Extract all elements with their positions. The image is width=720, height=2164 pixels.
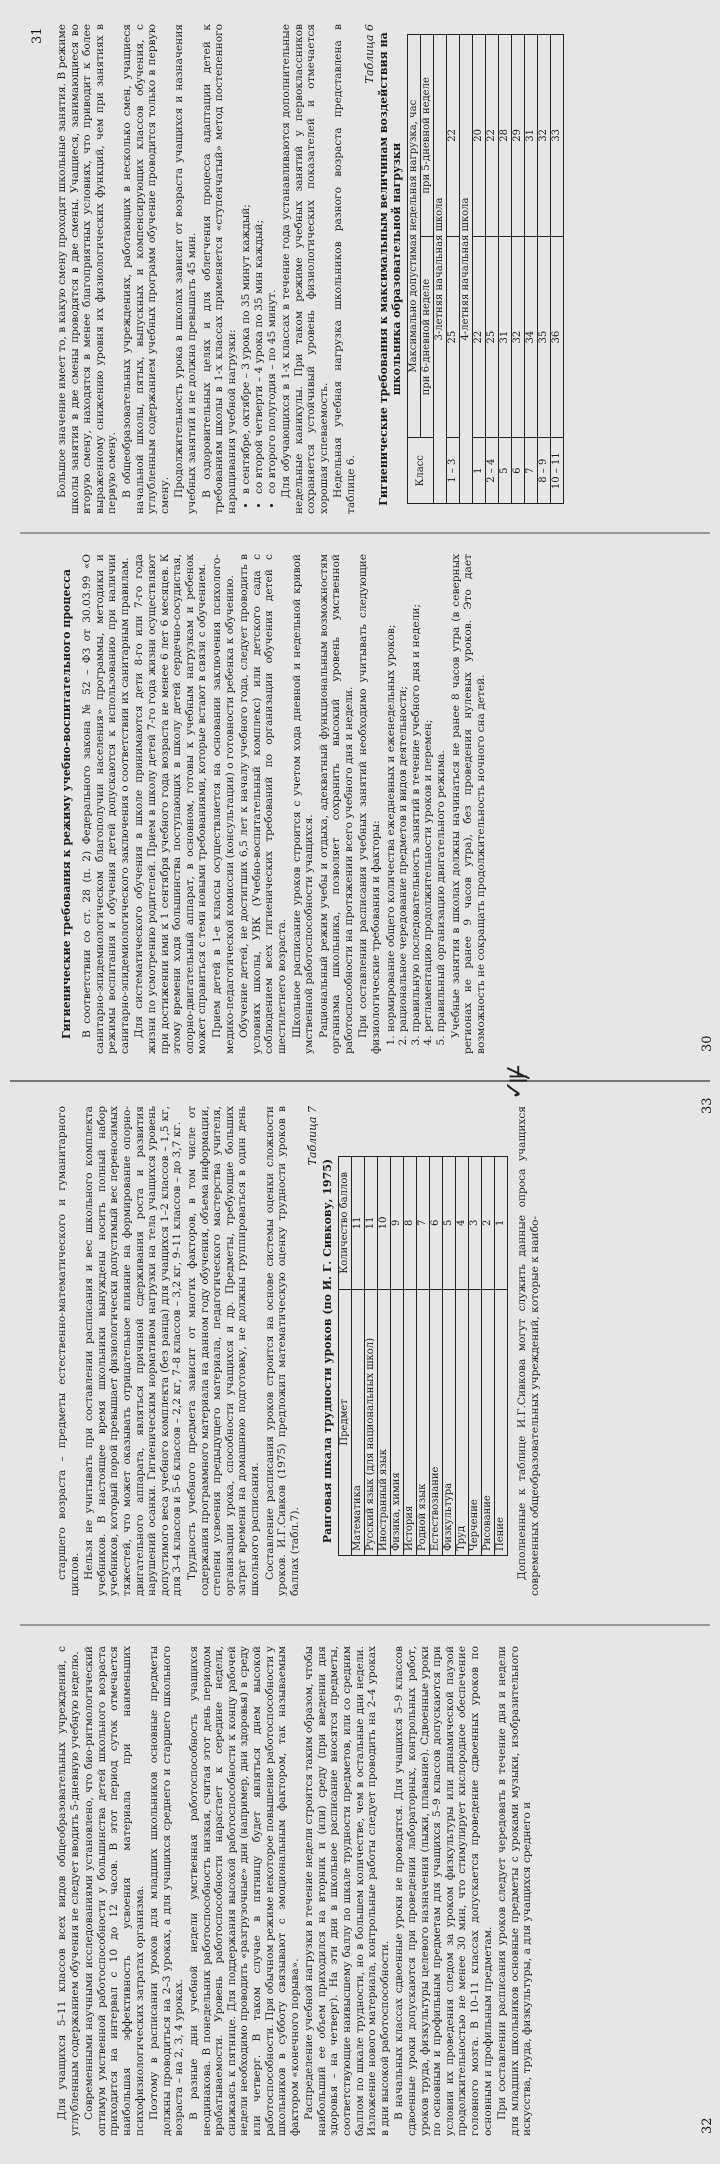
list-item: 4. регламентацию продолжительности уроков и перемен; bbox=[422, 554, 435, 1032]
paragraph: Составление расписания уроков строится на основе системы оценки сложности уроков. И.Г.Сивков (1975) предложил математическую оценку трудности уроков в баллах (табл.7). bbox=[263, 1106, 301, 1596]
table-cell: Физкультура bbox=[443, 1289, 456, 1555]
table-header: при 5-дневной неделе bbox=[421, 35, 434, 237]
table-cell: 32 bbox=[538, 35, 551, 237]
table-cell: 11 bbox=[365, 1157, 378, 1290]
table-cell: 31 bbox=[499, 236, 512, 438]
requirements-list bbox=[385, 554, 448, 1054]
table-row bbox=[456, 1157, 469, 1556]
table-row bbox=[443, 1157, 456, 1556]
list-item: 5. правильный организацию двигательного режима. bbox=[435, 554, 448, 1032]
table-row bbox=[486, 35, 499, 504]
table-cell: История bbox=[404, 1289, 417, 1555]
table-row bbox=[525, 35, 538, 504]
table-cell: 4 bbox=[456, 1157, 469, 1290]
table-cell: 1 bbox=[495, 1157, 508, 1290]
table-section-row bbox=[434, 35, 447, 504]
table-row bbox=[473, 35, 486, 504]
table-cell: Естествознание bbox=[430, 1289, 443, 1555]
table-cell: 7 bbox=[417, 1157, 430, 1290]
table-cell: 1 bbox=[473, 438, 486, 504]
paragraph: Нельзя не учитывать при составлении расписания и вес школьного комплекта учебников. В настоящее время школьники вынуждены носить полный набор учебников, который порой превышает физиологически допустимый вес переносимых тяжестей, что может оказывать отрицательное влияние на формирование опорно-двигательного аппарата, являться причиной сдерживания роста и развития нарушений осанки. Гигиеническим нормативом нагрузки на тела учащихся уровень допустимого веса учебного комплекта (без ранца) для учащихся 1–2 классов – 1,5 кг, для 3–4 классов и 5–6 классов – 2,2 кг, 7–8 классов – 3,2 кг, 9–11 классов – до 3,7 кг. bbox=[83, 1106, 184, 1596]
table-row bbox=[352, 1157, 365, 1556]
table-cell: 36 bbox=[551, 236, 564, 438]
table-cell: 8 bbox=[404, 1157, 417, 1290]
table-cell: 22 bbox=[486, 35, 499, 237]
table-cell: 2 bbox=[482, 1157, 495, 1290]
table-cell: Физика, химия bbox=[391, 1289, 404, 1555]
table-cell: 25 bbox=[486, 236, 499, 438]
paragraph: Для обучающихся в 1-х классах в течение года устанавливаются дополнительные недельные каникулы. При таком режиме учебных занятий у первоклассников сохраняется устойчивый уровень физиологических показателей и отмечается хорошая успеваемость. bbox=[280, 24, 330, 514]
table-row bbox=[469, 1157, 482, 1556]
page-31 bbox=[56, 24, 696, 514]
paragraph: Учебные занятия в школах должны начинаться не ранее 8 часов утра (в северных регионах не ранее 9 часов утра), без проведения нулевых уроков. Это дает возможность не сокращать продолжительность ночного сна детей. bbox=[449, 554, 487, 1054]
table-cell: 6 bbox=[430, 1157, 443, 1290]
book-gutter-1 bbox=[20, 1624, 710, 1626]
paragraph: Рациональный режим учебы и отдыха, адекватный функциональным возможностям организма школьника, позволяет сохранить высокий уровень умственной работоспособности на протяжении всего учебного дня и недели. bbox=[317, 554, 355, 1054]
paragraph: старшего возраста – предметы естественно-математического и гуманитарного циклов. bbox=[56, 1106, 81, 1596]
table-cell: 8 – 9 bbox=[538, 438, 551, 504]
table-header: Количество баллов bbox=[339, 1157, 352, 1290]
table-label: Таблица 6 bbox=[362, 24, 376, 84]
table-title: Ранговая шкала трудности уроков (по И. Г. Сивкову, 1975) bbox=[320, 1158, 334, 1544]
list-item: • со второго полугодия – по 45 минут. bbox=[266, 24, 279, 494]
list-item: 2. рациональное чередование предметов и видов деятельности; bbox=[397, 554, 410, 1032]
table-cell: 29 bbox=[512, 35, 525, 237]
table-cell: 25 bbox=[447, 236, 460, 438]
table-cell: 20 bbox=[473, 35, 486, 237]
paragraph: Недельная учебная нагрузка школьников разного возраста представлена в таблице 6. bbox=[332, 24, 358, 514]
table-cell: 22 bbox=[447, 35, 460, 237]
paragraph: Школьное расписание уроков строится с учетом хода дневной и недельной кривой умственной работоспособности учащихся. bbox=[290, 554, 316, 1054]
page-number: 32 bbox=[700, 2117, 715, 2134]
paragraph: Большое значение имеет то, в какую смену проходят школьные занятия. В режиме школы занятия в две смены проводятся в две смены. Учащиеся, занимающиеся во вторую смену, находятся в менее благоприятных условиях, что приводит к более выраженному снижению уровня их физиологических функций, чем при занятиях в первую смену. bbox=[56, 24, 119, 514]
paragraph: В оздоровительных целях и для облегчения процесса адаптации детей к требованиям школы в 1-х классах применяется «ступенчатый» метод постепенного наращивания учебной нагрузки: bbox=[200, 24, 238, 514]
table-cell: Пение bbox=[495, 1289, 508, 1555]
table-row bbox=[378, 1157, 391, 1556]
paragraph: Обучение детей, не достигших 6,5 лет к началу учебного года, следует проводить в условиях школы, УВК (Учебно-воспитательный комплекс) или детского сада с соблюдением всех гигиенических требований по организации обучения детей с шестилетнего возраста. bbox=[238, 554, 288, 1054]
table-section-row bbox=[460, 35, 473, 504]
page-32 bbox=[56, 1646, 696, 2136]
table-row bbox=[495, 1157, 508, 1556]
paragraph: Прием детей в 1-е классы осуществляется на основании заключения психолого-медико-педагогической комиссии (консультации) о готовности ребенка к обучению. bbox=[210, 554, 236, 1054]
table-row bbox=[538, 35, 551, 504]
table-cell: Иностранный язык bbox=[378, 1289, 391, 1555]
table-cell: Черчение bbox=[469, 1289, 482, 1555]
table-row bbox=[430, 1157, 443, 1556]
paragraph: Дополненные к таблице И.Г.Сивкова могут служить данные опроса учащихся современных общеобразовательных учреждений, которые к наибо- bbox=[516, 1106, 542, 1596]
page-number: 31 bbox=[30, 27, 45, 44]
page-number: 30 bbox=[700, 1035, 715, 1052]
table-cell: 7 bbox=[525, 438, 538, 504]
paragraph: В начальных классах сдвоенные уроки не проводятся. Для учащихся 5–9 классов сдвоенные уроки допускаются при проведении лабораторных, контрольных работ, уроков труда, физкультуры целевого назначения (лыжи, плавание). Сдвоенные уроки по основным и профильным предметам для учащихся 5–9 классов допускаются при условии их проведения следом за уроком физкультуры или динамической паузой продолжительностью не менее 30 мин, что стимулирует кислородное обеспечение головного мозга. В 10–11 классах допускается проведение сдвоенных уроков по основным и профильным предметам. bbox=[393, 1646, 494, 2136]
table-cell: 2 – 4 bbox=[486, 438, 499, 504]
table-cell: 9 bbox=[391, 1157, 404, 1290]
table-row bbox=[499, 35, 512, 504]
page-30 bbox=[56, 554, 696, 1054]
table-cell: 3-летняя начальная школа bbox=[434, 35, 447, 504]
table-header: Предмет bbox=[339, 1289, 352, 1555]
table-row bbox=[512, 35, 525, 504]
table-row bbox=[482, 1157, 495, 1556]
paragraph: Трудность учебного предмета зависит от многих факторов, в том числе от содержания программного материала на данном году обучения, объема информации, степени усвоения предыдущего материала, педагогического мастерства учителя, организации урока, способности учащихся и др. Предметы, требующие больших затрат времени на домашнюю подготовку, не должны группироваться в один день школьного расписания. bbox=[185, 1106, 261, 1596]
handwritten-mark-icon: ✓ bbox=[500, 1079, 528, 1100]
load-table bbox=[407, 34, 564, 504]
handwritten-mark-icon: ⊮ bbox=[505, 1063, 533, 1084]
table-row bbox=[447, 35, 460, 504]
paragraph: При составлении расписания уроков следует чередовать в течение дня и недели для младших школьников основные предметы с уроками музыки, изобразительного искусства, труда, физкультуры, а для учащихся среднего и bbox=[496, 1646, 534, 2136]
page-number: 33 bbox=[700, 1097, 715, 1114]
table-header: Класс bbox=[408, 438, 434, 504]
table-cell: 33 bbox=[551, 35, 564, 237]
table-cell: Труд bbox=[456, 1289, 469, 1555]
table-cell: Родной язык bbox=[417, 1289, 430, 1555]
table-row bbox=[391, 1157, 404, 1556]
table-row bbox=[417, 1157, 430, 1556]
table-cell: 32 bbox=[512, 236, 525, 438]
table-cell: 4-летняя начальная школа bbox=[460, 35, 473, 504]
table-header: при 6-дневной неделе bbox=[421, 236, 434, 438]
spread-divider bbox=[10, 1080, 710, 1082]
table-cell: 11 bbox=[352, 1157, 365, 1290]
paragraph: При составлении расписания учебных занятий необходимо учитывать следующие физиологические требования и факторы: bbox=[357, 554, 383, 1054]
paragraph: Продолжительность урока в школах зависит от возраста учащихся и назначения учебных занятий и не должна превышать 45 мин. bbox=[173, 24, 198, 514]
paragraph: Для учащихся 5–11 классов всех видов общеобразовательных учреждений, с углубленным содержанием обучения не следует вводить 5-дневную учебную неделю. bbox=[56, 1646, 81, 2136]
table-row bbox=[365, 1157, 378, 1556]
table-row bbox=[551, 35, 564, 504]
difficulty-table bbox=[338, 1156, 508, 1556]
book-gutter-2 bbox=[20, 532, 710, 534]
section-title: Гигиенические требования к режиму учебно-воспитательного процесса bbox=[60, 568, 73, 1040]
paragraph: В разные дни учебной недели умственная работоспособность учащихся неодинакова. В понедельник работоспособность низкая, считая этот день периодом врабатываемости. Уровень работоспособности нарастает к середине недели, снижаясь к пятнице. Для поддержания высокой работоспособности к концу рабочей недели необходимо проводить «разгрузочные» дни (например, дни здоровья) в среду или четверг. В таком случае в пятницу будет являться днем высокой работоспособности. При обычном режиме некоторое повышение работоспособности у школьников в субботу связывают с эмоциональным фактором, так называемым фактором «конечного порыва». bbox=[187, 1646, 301, 2136]
paragraph: Поэтому в расписании уроков для младших школьников основные предметы должны проводиться на 2–3 уроках, а для учащихся среднего и старшего школьного возраста – на 2, 3, 4 уроках. bbox=[148, 1646, 186, 2136]
table-cell: 1 – 3 bbox=[447, 438, 460, 504]
table-cell: 10 bbox=[378, 1157, 391, 1290]
list-item: • со второй четверти – 4 урока по 35 мин каждый; bbox=[253, 24, 266, 494]
table-cell: 35 bbox=[538, 236, 551, 438]
paragraph: В соответствии со ст. 28 (п. 2) Федерального закона № 52 – ФЗ от 30.03.99 «О санитарно-эпидемиологическом благополучии населения» программы, методики и режимы воспитания и обучения детей допускаются к использованию при наличии санитарно-эпидемиологического заключения о соответствии их санитарным правилам. bbox=[81, 554, 131, 1054]
table-cell: 5 bbox=[443, 1157, 456, 1290]
table-row bbox=[404, 1157, 417, 1556]
list-item: 3. правильную последовательность занятий в течение учебного дня и недели; bbox=[410, 554, 423, 1032]
table-cell: Математика bbox=[352, 1289, 365, 1555]
table-cell: 10 – 11 bbox=[551, 438, 564, 504]
page-33 bbox=[56, 1106, 696, 1596]
table-cell: 3 bbox=[469, 1157, 482, 1290]
table-cell: 31 bbox=[525, 35, 538, 237]
table-cell: Русский язык (для национальных школ) bbox=[365, 1289, 378, 1555]
table-header: Максимально допустимая недельная нагрузка, час bbox=[408, 35, 421, 438]
table-cell: Рисование bbox=[482, 1289, 495, 1555]
bullet-list bbox=[240, 24, 278, 514]
table-cell: 22 bbox=[473, 236, 486, 438]
table-cell: 6 bbox=[512, 438, 525, 504]
paragraph: Для систематического обучения в школе принимаются дети 8-го или 7-го года жизни по усмотрению родителей. Прием в школу детей 7-го года жизни осуществляют при достижении ими к 1 сентября учебного года возраста не менее 6 лет 6 месяцев. К этому времени ходя большинства поступающих в школу детей сердечно-сосудистая, опорно-двигательный аппарат, в основном, готовы к учебным нагрузкам и ребенок может справиться с теми новыми требованиями, которые встают в связи с обучением. bbox=[133, 554, 209, 1054]
paragraph: Распределение учебной нагрузки в течение недели строится таким образом, чтобы наибольший ее объем приходился на вторник и (или) среду (при введении дня здоровья – на четверг). На эти дни в школьное расписание вносятся предметы, соответствующие наивысшему баллу по шкале трудности предметов, или со средним баллом по шкале трудности, но в большем количестве, чем в остальные дни недели. Изложение нового материала, контрольные работы следует проводить на 2–4 уроках в дни высокой работоспособности. bbox=[303, 1646, 391, 2136]
table-title: Гигиенические требования к максимальным величинам воздействия на школьника образовательной нагрузки bbox=[377, 32, 403, 506]
list-item: 1. нормирование общего количества ежедневных и еженедельных уроков; bbox=[385, 554, 398, 1032]
table-label: Таблица 7 bbox=[306, 1106, 320, 1166]
paragraph: Современными научными исследованиями установлено, что био-ритмологический оптимум умственной работоспособности у большинства детей школьного возраста приходится на интервал с 10 до 12 часов. В этот период суток отмечается наибольшая эффективность усвоения материала при наименьших психофизиологических затратах организма. bbox=[83, 1646, 146, 2136]
paragraph: В общеобразовательных учреждениях, работающих в несколько смен, учащиеся начальной школы, пятых, выпускных и компенсирующих классов обучения, с углубленным содержанием учебных программ обучение проводится только в первую смену. bbox=[120, 24, 171, 514]
list-item: • в сентябре, октябре – 3 урока по 35 минут каждый; bbox=[240, 24, 253, 494]
table-cell: 28 bbox=[499, 35, 512, 237]
table-cell: 34 bbox=[525, 236, 538, 438]
table-cell: 5 bbox=[499, 438, 512, 504]
